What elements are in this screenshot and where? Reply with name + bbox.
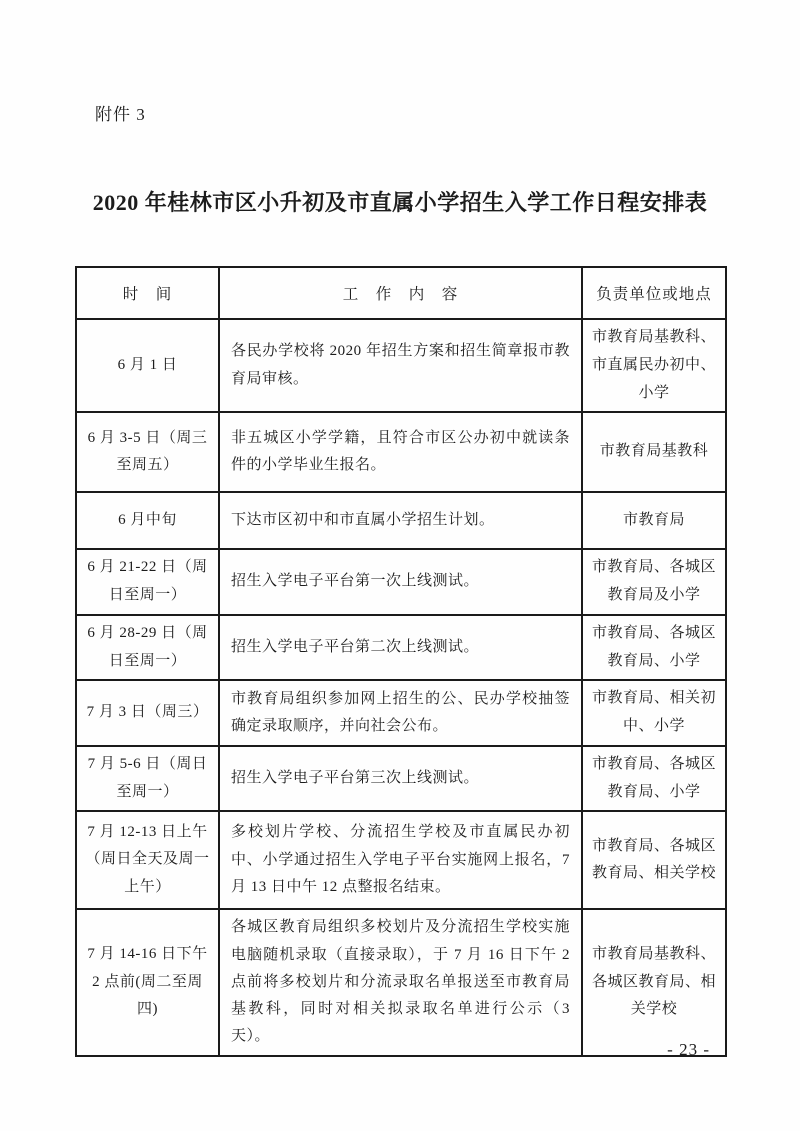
content-cell: 招生入学电子平台第三次上线测试。: [219, 746, 582, 812]
table-row: [76, 319, 726, 412]
content-cell: 多校划片学校、分流招生学校及市直属民办初中、小学通过招生入学电子平台实施网上报名，7 月 13 日中午 12 点整报名结束。: [219, 811, 582, 909]
unit-cell: 市教育局基教科: [582, 412, 726, 492]
time-cell: 6 月中旬: [76, 492, 219, 549]
unit-cell: 市教育局、各城区教育局、小学: [582, 746, 726, 812]
unit-cell: 市教育局基教科、各城区教育局、相关学校: [582, 909, 726, 1055]
content-cell: 市教育局组织参加网上招生的公、民办学校抽签确定录取顺序，并向社会公布。: [219, 680, 582, 746]
unit-cell: 市教育局基教科、市直属民办初中、小学: [582, 319, 726, 412]
time-cell: 6 月 1 日: [76, 319, 219, 412]
content-cell: 非五城区小学学籍，且符合市区公办初中就读条件的小学毕业生报名。: [219, 412, 582, 492]
time-cell: 7 月 14-16 日下午 2 点前(周二至周四): [76, 909, 219, 1055]
table-header-row: [76, 267, 726, 319]
unit-cell: 市教育局: [582, 492, 726, 549]
page-title: 2020 年桂林市区小升初及市直属小学招生入学工作日程安排表: [92, 190, 708, 215]
schedule-table-body: [76, 319, 726, 1056]
content-cell: 各民办学校将 2020 年招生方案和招生简章报市教育局审核。: [219, 319, 582, 412]
unit-cell: 市教育局、各城区教育局、小学: [582, 615, 726, 681]
time-cell: 6 月 21-22 日（周日至周一）: [76, 549, 219, 615]
schedule-table: [75, 266, 727, 1057]
table-row: [76, 492, 726, 549]
column-header-unit: 负责单位或地点: [582, 267, 726, 319]
content-cell: 各城区教育局组织多校划片及分流招生学校实施电脑随机录取（直接录取），于 7 月 16 日下午 2 点前将多校划片和分流录取名单报送至市教育局基教科，同时对相关拟录取名单进行公示（3 天）。: [219, 909, 582, 1055]
time-cell: 7 月 3 日（周三）: [76, 680, 219, 746]
time-cell: 7 月 5-6 日（周日至周一）: [76, 746, 219, 812]
content-cell: 招生入学电子平台第二次上线测试。: [219, 615, 582, 681]
content-cell: 下达市区初中和市直属小学招生计划。: [219, 492, 582, 549]
time-cell: 6 月 3-5 日（周三至周五）: [76, 412, 219, 492]
column-header-time: 时 间: [76, 267, 219, 319]
unit-cell: 市教育局、各城区教育局、相关学校: [582, 811, 726, 909]
table-row: [76, 412, 726, 492]
table-row: [76, 811, 726, 909]
table-row: [76, 746, 726, 812]
table-row: [76, 549, 726, 615]
attachment-label: 附件 3: [95, 105, 146, 124]
column-header-content: 工 作 内 容: [219, 267, 582, 319]
time-cell: 7 月 12-13 日上午（周日全天及周一上午）: [76, 811, 219, 909]
table-row: [76, 909, 726, 1055]
page-number: - 23 -: [667, 1040, 710, 1059]
time-cell: 6 月 28-29 日（周日至周一）: [76, 615, 219, 681]
table-row: [76, 680, 726, 746]
unit-cell: 市教育局、相关初中、小学: [582, 680, 726, 746]
table-row: [76, 615, 726, 681]
unit-cell: 市教育局、各城区教育局及小学: [582, 549, 726, 615]
content-cell: 招生入学电子平台第一次上线测试。: [219, 549, 582, 615]
